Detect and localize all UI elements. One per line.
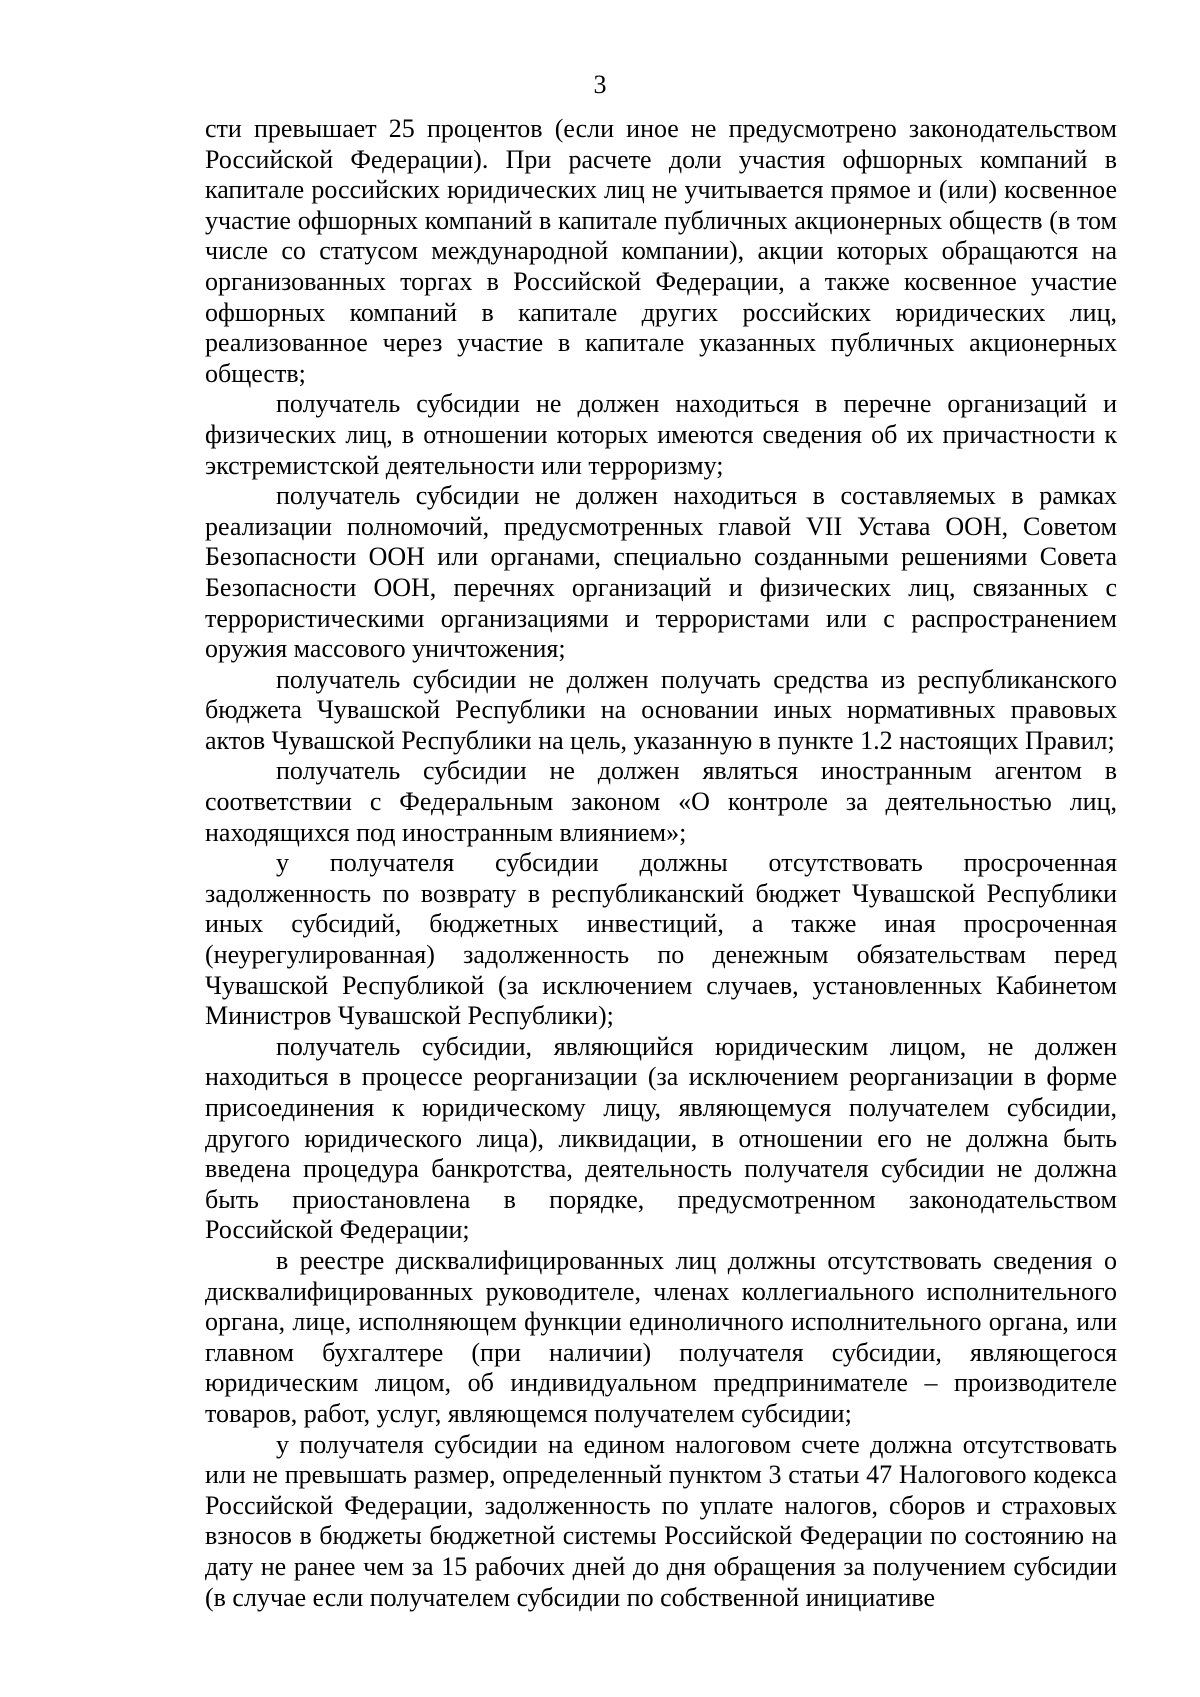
paragraph-tax-debt: у получателя субсидии на едином налоговом счете должна отсутствовать или не превышать размер, определенный пунктом 3 статьи 47 Налогового кодекса Российской Федерации, задолженность по уплате налогов, сборов и страховых взносов в бюджеты бюджетной системы Российской Федерации по состоянию на дату не ранее чем за 15 рабочих дней до дня обращения за получением субсидии (в случае если получателем субсидии по собственной инициативе bbox=[205, 1429, 1117, 1612]
page-number: 3 bbox=[593, 70, 607, 99]
paragraph-other-budget-funds: получатель субсидии не должен получать средства из республиканского бюджета Чувашской Республики на основании иных нормативных правовых актов Чувашской Республики на цель, указанную в пункте 1.2 настоящих Правил; bbox=[205, 664, 1117, 755]
paragraph-offshore-participation: сти превышает 25 процентов (если иное не предусмотрено законодательством Российской Федерации). При расчете доли участия офшорных компаний в капитале российских юридических лиц не учитывается прямое и (или) косвенное участие офшорных компаний в капитале публичных акционерных обществ (в том числе со статусом международной компании), акции которых обращаются на организованных торгах в Российской Федерации, а также косвенное участие офшорных компаний в капитале других российских юридических лиц, реализованное через участие в капитале указанных публичных акционерных обществ; bbox=[205, 114, 1117, 388]
paragraph-reorganization: получатель субсидии, являющийся юридическим лицом, не должен находиться в процессе реорганизации (за исключением реорганизации в форме присоединения к юридическому лицу, являющемуся получателем субсидии, другого юридического лица), ликвидации, в отношении его не должна быть введена процедура банкротства, деятельность получателя субсидии не должна быть приостановлена в порядке, предусмотренном законодательством Российской Федерации; bbox=[205, 1031, 1117, 1245]
paragraph-foreign-agent: получатель субсидии не должен являться иностранным агентом в соответствии с Федеральным законом «О контроле за деятельностью лиц, находящихся под иностранным влиянием»; bbox=[205, 756, 1117, 847]
paragraph-un-security-council-list: получатель субсидии не должен находиться в составляемых в рамках реализации полномочий, предусмотренных главой VII Устава ООН, Советом Безопасности ООН или органами, специально созданными решениями Совета Безопасности ООН, перечнях организаций и физических лиц, связанных с террористическими организациями и террористами или с распространением оружия массового уничтожения; bbox=[205, 481, 1117, 664]
paragraph-extremism-list: получатель субсидии не должен находиться в перечне организаций и физических лиц, в отношении которых имеются сведения об их причастности к экстремистской деятельности или терроризму; bbox=[205, 389, 1117, 480]
paragraph-overdue-debt: у получателя субсидии должны отсутствовать просроченная задолженность по возврату в республиканский бюджет Чувашской Республики иных субсидий, бюджетных инвестиций, а также иная просроченная (неурегулированная) задолженность по денежным обязательствам перед Чувашской Республикой (за исключением случаев, установленных Кабинетом Министров Чувашской Республики); bbox=[205, 848, 1117, 1031]
paragraph-disqualified-persons: в реестре дисквалифицированных лиц должны отсутствовать сведения о дисквалифицированных руководителе, членах коллегиального исполнительного органа, лице, исполняющем функции единоличного исполнительного органа, или главном бухгалтере (при наличии) получателя субсидии, являющегося юридическим лицом, об индивидуальном предпринимателе – производителе товаров, работ, услуг, являющемся получателем субсидии; bbox=[205, 1245, 1117, 1428]
document-body bbox=[205, 114, 1117, 1613]
